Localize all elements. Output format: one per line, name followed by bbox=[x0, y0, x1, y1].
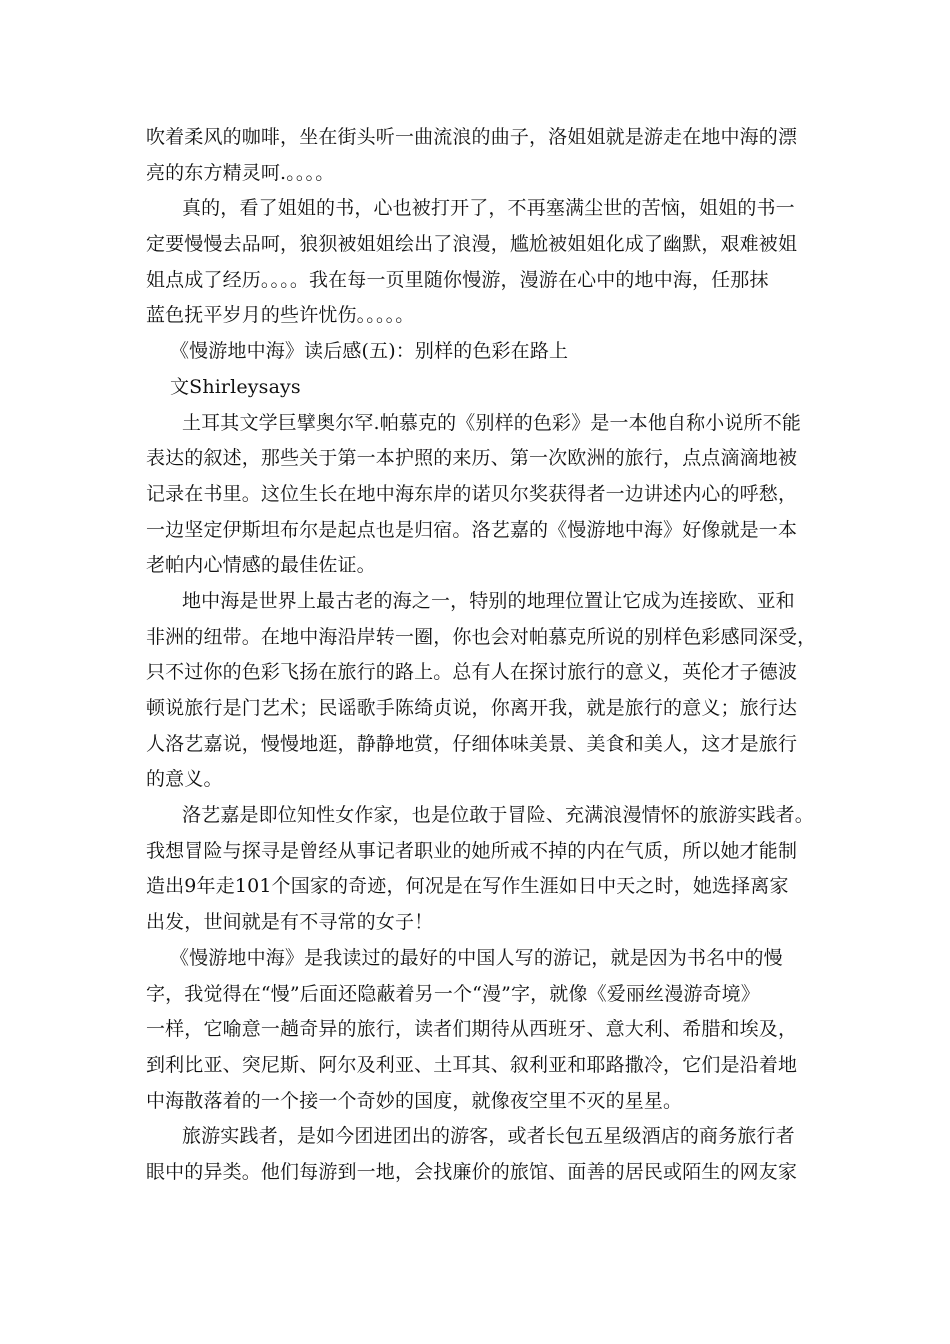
text-line: 亮的东方精灵呵.。。。。 bbox=[146, 161, 335, 184]
text-line: 非洲的纽带。在地中海沿岸转一圈，你也会对帕慕克所说的别样色彩感同深受， bbox=[146, 625, 817, 648]
paragraph-start: 旅游实践者，是如今团进团出的游客，或者长包五星级酒店的商务旅行者 bbox=[182, 1125, 795, 1148]
author-line: 文Shirleysays bbox=[170, 375, 301, 398]
text-line: 的意义。 bbox=[146, 768, 223, 791]
section-heading: 《慢游地中海》读后感(五)：别样的色彩在路上 bbox=[170, 340, 569, 363]
text-line: 出发，世间就是有不寻常的女子！ bbox=[146, 911, 434, 934]
text-line: 顿说旅行是门艺术；民谣歌手陈绮贞说，你离开我，就是旅行的意义；旅行达 bbox=[146, 697, 798, 719]
text-line: 我想冒险与探寻是曾经从事记者职业的她所戒不掉的内在气质，所以她才能制 bbox=[146, 839, 798, 862]
text-line: 只不过你的色彩飞扬在旅行的路上。总有人在探讨旅行的意义，英伦才子德波 bbox=[146, 661, 798, 684]
text-line: 一样，它喻意一趟奇异的旅行，读者们期待从西班牙、意大利、希腊和埃及， bbox=[146, 1018, 798, 1041]
text-line: 眼中的异类。他们每游到一地，会找廉价的旅馆、面善的居民或陌生的网友家 bbox=[146, 1160, 798, 1183]
text-line: 字，我觉得在“慢”后面还隐蔽着另一个“漫”字，就像《爱丽丝漫游奇境》 bbox=[146, 982, 760, 1005]
paragraph-start: 《慢游地中海》是我读过的最好的中国人写的游记，就是因为书名中的慢 bbox=[170, 946, 783, 969]
paragraph-start: 真的，看了姐姐的书，心也被打开了，不再塞满尘世的苦恼，姐姐的书一 bbox=[182, 197, 795, 220]
text-line: 记录在书里。这位生长在地中海东岸的诺贝尔奖获得者一边讲述内心的呼愁， bbox=[146, 482, 798, 505]
text-line: 中海散落着的一个接一个奇妙的国度，就像夜空里不灭的星星。 bbox=[146, 1089, 683, 1112]
text-line: 定要慢慢去品呵，狼狈被姐姐绘出了浪漫，尴尬被姐姐化成了幽默，艰难被姐 bbox=[146, 233, 798, 256]
text-line: 蓝色抚平岁月的些许忧伤。。。。。 bbox=[146, 304, 415, 327]
text-line: 老帕内心情感的最佳佐证。 bbox=[146, 554, 376, 577]
paragraph-start: 地中海是世界上最古老的海之一，特别的地理位置让它成为连接欧、亚和 bbox=[182, 589, 795, 612]
paragraph-start: 土耳其文学巨擘奥尔罕.帕慕克的《别样的色彩》是一本他自称小说所不能 bbox=[182, 411, 801, 434]
text-line: 人洛艺嘉说，慢慢地逛，静静地赏，仔细体味美景、美食和美人，这才是旅行 bbox=[146, 732, 798, 755]
text-line: 姐点成了经历。。。。我在每一页里随你慢游，漫游在心中的地中海，任那抹 bbox=[146, 268, 769, 291]
body-text bbox=[146, 120, 817, 1191]
text-line: 到利比亚、突尼斯、阿尔及利亚、土耳其、叙利亚和耶路撒冷，它们是沿着地 bbox=[146, 1053, 798, 1076]
text-line: 造出9年走101个国家的奇迹，何况是在写作生涯如日中天之时，她选择离家 bbox=[146, 875, 789, 898]
paragraph-start: 洛艺嘉是即位知性女作家，也是位敢于冒险、充满浪漫情怀的旅游实践者。 bbox=[182, 804, 814, 827]
text-line: 一边坚定伊斯坦布尔是起点也是归宿。洛艺嘉的《慢游地中海》好像就是一本 bbox=[146, 518, 798, 541]
text-line: 吹着柔风的咖啡，坐在街头听一曲流浪的曲子，洛姐姐就是游走在地中海的漂 bbox=[146, 126, 798, 148]
text-line: 表达的叙述，那些关于第一本护照的来历、第一次欧洲的旅行，点点滴滴地被 bbox=[146, 447, 798, 470]
